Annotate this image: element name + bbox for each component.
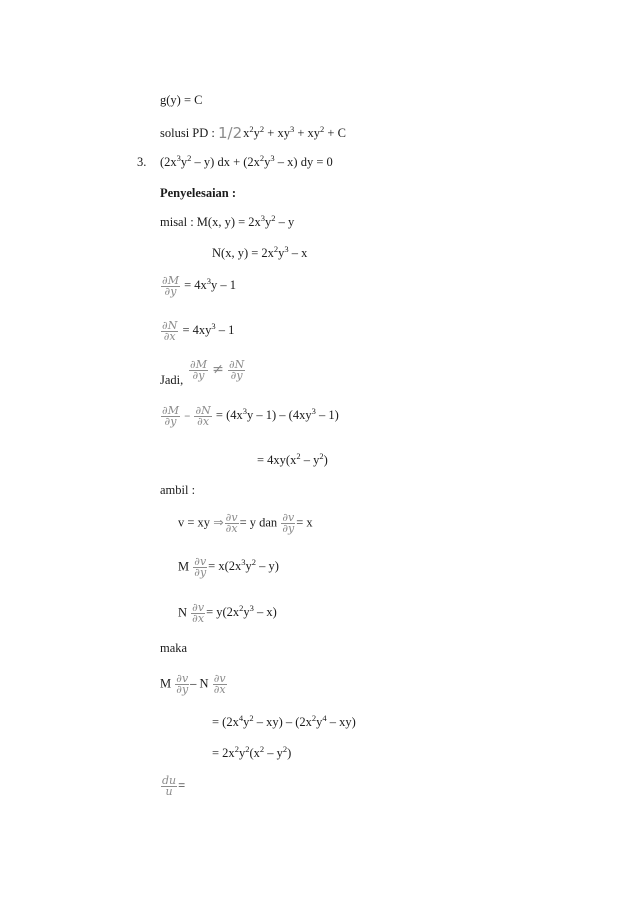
du-eq: = [178, 778, 186, 793]
dN-dx-fraction: $\frac{\partial N}{\partial x}$ [162, 319, 178, 343]
dv-dx-fraction: $\frac{\partial v}{\partial x}$ [213, 672, 226, 696]
line-M-dvdy: M $\frac{\partial v}{\partial y}$ = $x(2x^3y^2 - y)$ [178, 555, 279, 579]
line-maka-expr [160, 674, 228, 695]
dN-dx-fraction: $\frac{\partial N}{\partial x}$ [195, 404, 211, 428]
ambil-label: ambil : [160, 483, 196, 497]
half-fraction: 1/2 [218, 124, 243, 143]
line-difference: $\frac{\partial M}{\partial y}$ – $\frac{\partial N}{\partial x}$ = $(4x^3y - 1) - (4xy^3 - 1)$ [162, 404, 339, 428]
maka-M: M [160, 676, 172, 691]
v-def: v = xy [178, 515, 211, 530]
maka-label: maka [160, 641, 188, 655]
dM-dy-fraction: $\frac{\partial M}{\partial y}$ [162, 404, 179, 428]
solusi-label: solusi PD : [160, 126, 219, 140]
jadi-label: Jadi, [160, 373, 184, 387]
line-dM-dy: $\frac{\partial M}{\partial y}$ = $4x^3y - 1$ [162, 274, 237, 298]
dv-dy-fraction: $\frac{\partial v}{\partial y}$ [282, 511, 295, 535]
line-result-2: = $2x^2y^2(x^2 - y^2)$ [212, 744, 292, 760]
dv-dy-fraction: $\frac{\partial v}{\partial y}$ [176, 672, 189, 696]
v-dy-eq: = x [296, 515, 313, 530]
dv-dx-fraction: $\frac{\partial v}{\partial x}$ [225, 511, 238, 535]
dM-dy-fraction: $\frac{\partial M}{\partial y}$ [162, 274, 179, 298]
line-dN-dx: $\frac{\partial N}{\partial x}$ = $4xy^3 - 1$ [162, 319, 235, 343]
line-misal-M: misal : M(x, $y) = 2x^3y^2 - y$ [160, 213, 295, 229]
line-solusi-pd: solusi PD : $1/2x^2y^2 + xy^3 + xy^2 + C$ [160, 124, 346, 143]
line-g-y: g(y) = C [160, 93, 203, 107]
problem-equation: $(2x^3y^2 - y)$ dx + $(2x^2y^3 - x)$ dy = 0 [160, 153, 333, 169]
dM-dy-fraction: $\frac{\partial M}{\partial y}$ [190, 358, 207, 382]
line-N-def: N(x, $y) = 2x^2y^3 - x$ [212, 244, 308, 260]
line-du-u [160, 776, 185, 797]
v-dx-eq: = y dan [239, 515, 278, 530]
line-v-def [178, 513, 313, 534]
line-N-dvdx: N $\frac{\partial v}{\partial x}$ = $y(2x^2y^3 - x)$ [178, 601, 277, 625]
line-difference-2: = $4xy(x^2 - y^2)$ [257, 451, 328, 467]
problem-number: 3. [137, 155, 147, 169]
minus-symbol: – [184, 407, 191, 423]
neq-symbol: ≠ [212, 361, 224, 378]
line-result-1: = $(2x^4y^2 - xy) - (2x^2y^4 - xy)$ [212, 713, 356, 729]
dN-dy-fraction: $\frac{\partial N}{\partial y}$ [228, 358, 245, 382]
neq-expression [188, 360, 246, 381]
du-u-fraction: $\frac{du}{u}$ [162, 774, 177, 798]
N-label: N [178, 605, 188, 620]
M-label: M [178, 559, 190, 574]
maka-minus-N: – N [190, 676, 209, 691]
penyelesaian-heading: Penyelesaian : [160, 186, 237, 200]
dv-dx-fraction: $\frac{\partial v}{\partial x}$ [192, 601, 205, 625]
implies-symbol: ⇒ [213, 514, 224, 530]
dv-dy-fraction: $\frac{\partial v}{\partial y}$ [194, 555, 207, 579]
